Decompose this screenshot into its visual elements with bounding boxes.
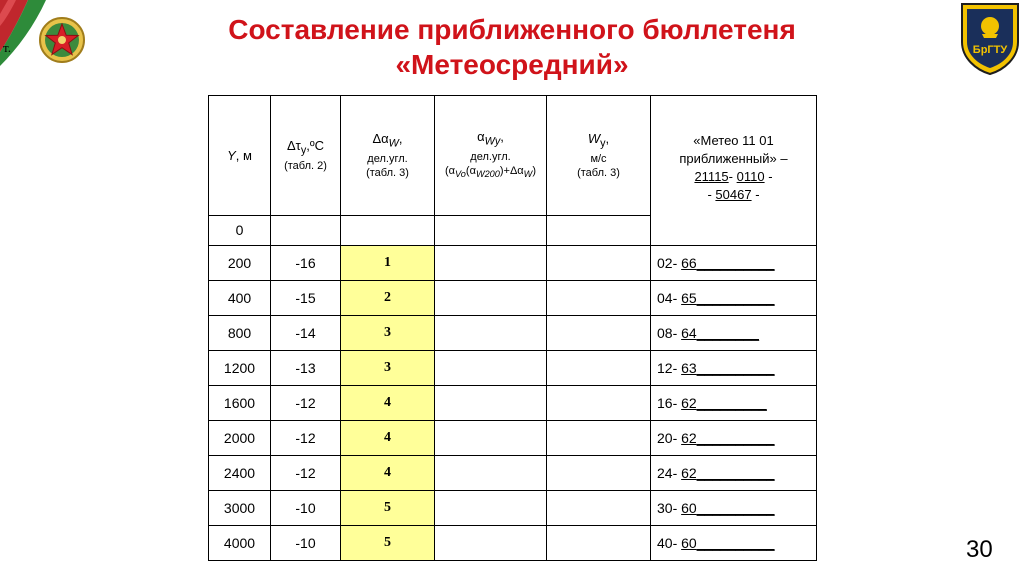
meteo-prefix: 08-: [657, 325, 682, 341]
cell-direction-deviation: 4: [341, 386, 435, 421]
meteo-prefix: 30-: [657, 500, 682, 516]
header-row: [209, 96, 817, 216]
cell-empty: [435, 386, 547, 421]
meteo-code: 66: [681, 255, 697, 271]
cell-height: 800: [209, 316, 271, 351]
cell-empty: [547, 316, 651, 351]
meteo-code: 62: [681, 430, 697, 446]
cell-direction-deviation: 4: [341, 421, 435, 456]
table-body: [209, 246, 817, 561]
cell-direction-deviation: 5: [341, 526, 435, 561]
table-row: [209, 281, 817, 316]
cell-empty: [547, 281, 651, 316]
cell-empty: [547, 421, 651, 456]
cell-empty: [435, 421, 547, 456]
meteo-code: 62: [681, 465, 697, 481]
meteo-blank: __________: [696, 360, 775, 376]
meteo-prefix: 16-: [657, 395, 682, 411]
cell-empty: [547, 351, 651, 386]
table-row: [209, 491, 817, 526]
table-row: [209, 316, 817, 351]
header-direction-deviation: $\Delta\alpha_W$, дел.угл. (табл. 3): [341, 96, 435, 216]
meteo-code: 65: [681, 290, 697, 306]
university-emblem: [956, 0, 1024, 76]
cell-empty: [547, 386, 651, 421]
cell-empty: [547, 456, 651, 491]
meteo-blank: __________: [696, 465, 775, 481]
cell-empty: [341, 215, 435, 245]
cell-empty: [271, 215, 341, 245]
cell-empty: [435, 351, 547, 386]
table-row: [209, 386, 817, 421]
meteo-blank: __________: [696, 430, 775, 446]
meteo-prefix: 40-: [657, 535, 682, 551]
cell-temperature: -16: [271, 246, 341, 281]
cell-height: 200: [209, 246, 271, 281]
cell-empty: [435, 491, 547, 526]
cell-empty: [435, 246, 547, 281]
cell-meteo-group: [651, 386, 817, 421]
cell-temperature: -10: [271, 526, 341, 561]
cell-meteo-group: [651, 281, 817, 316]
cell-direction-deviation: 2: [341, 281, 435, 316]
flag-star-emblem-icon: [0, 0, 100, 72]
meteo-prefix: 04-: [657, 290, 682, 306]
header-temperature-deviation: $\Delta\tau_y,ºС$ (табл. 2): [271, 96, 341, 216]
cell-empty: [547, 215, 651, 245]
cell-empty: [435, 281, 547, 316]
meteo-prefix: 12-: [657, 360, 682, 376]
slide-title-line2: «Метеосредний»: [395, 49, 629, 80]
cell-meteo-group: [651, 491, 817, 526]
cell-empty: [547, 491, 651, 526]
slide-title-line1: Составление приближенного бюллетеня: [228, 14, 796, 45]
cell-meteo-group: [651, 246, 817, 281]
cell-direction-deviation: 1: [341, 246, 435, 281]
meteo-blank: __________: [696, 255, 775, 271]
cell-empty: [547, 526, 651, 561]
meteo-prefix: 20-: [657, 430, 682, 446]
cell-empty: [435, 526, 547, 561]
cell-height: 3000: [209, 491, 271, 526]
emblem-text: БрГТУ: [972, 44, 1008, 56]
table-row: [209, 351, 817, 386]
header-wind-direction: $\alpha_{Wy}$, дел.угл. $(\alpha_{Vo}(\alpha_{W200})+\Delta\alpha_W)$: [435, 96, 547, 216]
cell-temperature: -12: [271, 386, 341, 421]
cell-direction-deviation: 4: [341, 456, 435, 491]
cell-empty: [435, 456, 547, 491]
cell-empty: [547, 246, 651, 281]
meteo-code: 63: [681, 360, 697, 376]
meteo-blank: _________: [696, 395, 767, 411]
cell-temperature: -12: [271, 421, 341, 456]
cell-height: 2000: [209, 421, 271, 456]
cell-meteo-group: [651, 351, 817, 386]
meteo-blank: __________: [696, 500, 775, 516]
cell-direction-deviation: 3: [341, 316, 435, 351]
meteo-prefix: 24-: [657, 465, 682, 481]
cell-height: 4000: [209, 526, 271, 561]
header-meteo-bulletin: «Метео 11 01 приближенный» – 21115- 0110 - - 50467 -: [651, 96, 817, 246]
cell-temperature: -15: [271, 281, 341, 316]
cell-height: 2400: [209, 456, 271, 491]
header-y: Y, м: [209, 96, 271, 216]
cell-height: 0: [209, 215, 271, 245]
table-row: [209, 246, 817, 281]
cell-height: 400: [209, 281, 271, 316]
cell-meteo-group: [651, 456, 817, 491]
cell-meteo-group: [651, 421, 817, 456]
table-row: [209, 526, 817, 561]
cell-empty: [435, 316, 547, 351]
corner-decoration: [0, 0, 100, 72]
meteo-code: 60: [681, 535, 697, 551]
cell-height: 1600: [209, 386, 271, 421]
cell-empty: [435, 215, 547, 245]
cell-meteo-group: [651, 316, 817, 351]
cell-meteo-group: [651, 526, 817, 561]
cell-temperature: -14: [271, 316, 341, 351]
cell-temperature: -12: [271, 456, 341, 491]
page-number: 30: [966, 536, 993, 563]
cell-height: 1200: [209, 351, 271, 386]
corner-mark: т.: [3, 40, 11, 55]
table-row: [209, 456, 817, 491]
cell-direction-deviation: 5: [341, 491, 435, 526]
cell-temperature: -10: [271, 491, 341, 526]
meteo-code: 62: [681, 395, 697, 411]
cell-direction-deviation: 3: [341, 351, 435, 386]
header-wind-speed: $W_y$, м/с (табл. 3): [547, 96, 651, 216]
cell-temperature: -13: [271, 351, 341, 386]
meteo-blank: __________: [696, 290, 775, 306]
meteo-blank: ________: [696, 325, 759, 341]
meteo-blank: __________: [696, 535, 775, 551]
meteo-code: 64: [681, 325, 697, 341]
meteo-prefix: 02-: [657, 255, 682, 271]
bulletin-table: [208, 95, 817, 561]
table-row: [209, 421, 817, 456]
meteo-code: 60: [681, 500, 697, 516]
shield-emblem-icon: [956, 0, 1024, 76]
